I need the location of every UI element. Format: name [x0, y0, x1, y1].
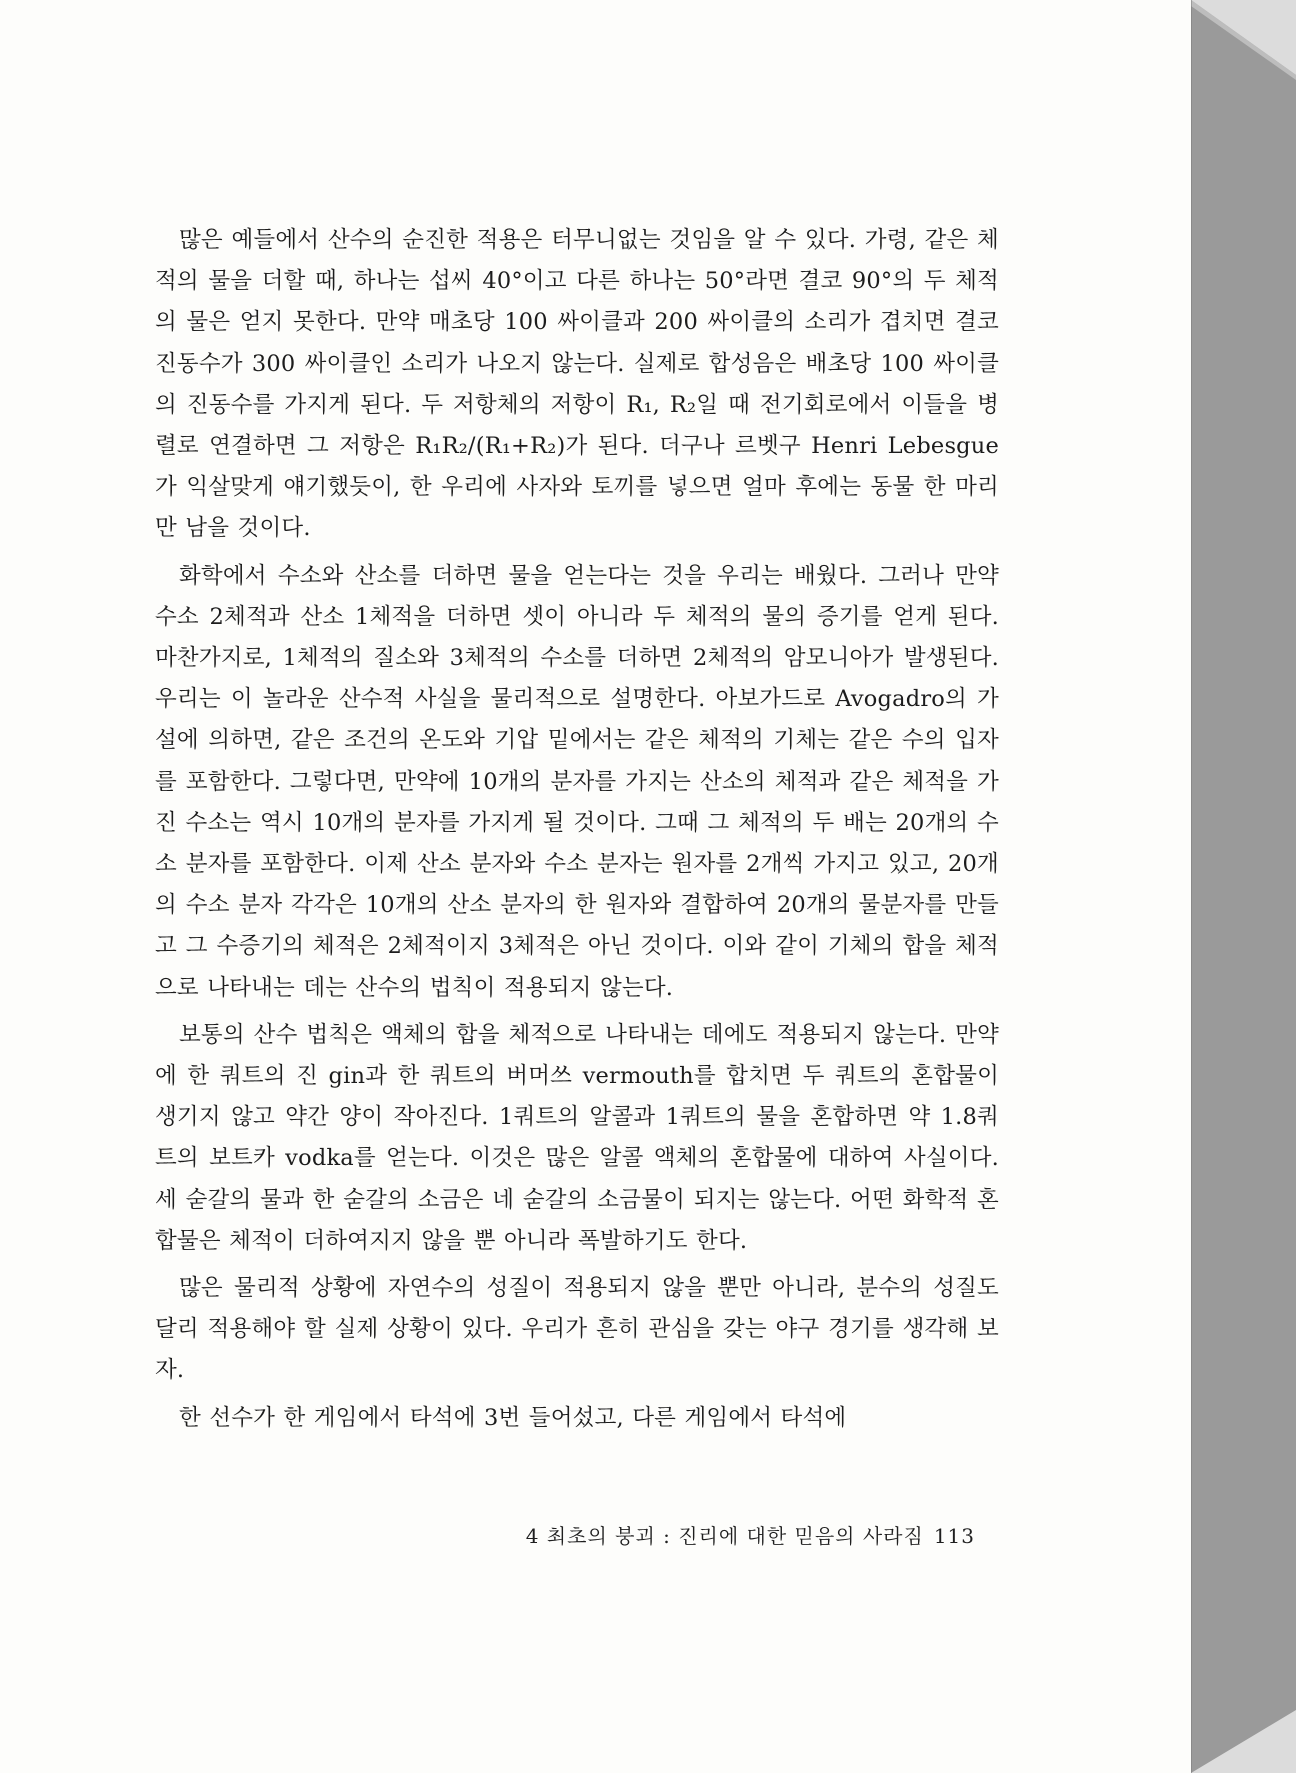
- page-stack-edge: [1191, 0, 1296, 1773]
- paragraph-3: 보통의 산수 법칙은 액체의 합을 체적으로 나타내는 데에도 적용되지 않는다. 만약에 한 쿼트의 진 gin과 한 쿼트의 버머쓰 vermouth를 합치면 두 쿼트의 혼합물이 생기지 않고 약간 양이 작아진다. 1쿼트의 알콜과 1쿼트의 물을 혼합하면 약 1.8쿼트의 보트카 vodka를 얻는다. 이것은 많은 알콜 액체의 혼합물에 대하여 사실이다. 세 숟갈의 물과 한 숟갈의 소금은 네 숟갈의 소금물이 되지는 않는다. 어떤 화학적 혼합물은 체적이 더하여지지 않을 뿐 아니라 폭발하기도 한다.: [155, 1021, 999, 1254]
- paragraph-5: 한 선수가 한 게임에서 타석에 3번 들어섰고, 다른 게임에서 타석에: [179, 1404, 847, 1431]
- paragraph-1: 많은 예들에서 산수의 순진한 적용은 터무니없는 것임을 알 수 있다. 가령, 같은 체적의 물을 더할 때, 하나는 섭씨 40°이고 다른 하나는 50°라면 결코 90°의 두 체적의 물은 얻지 못한다. 만약 매초당 100 싸이클과 200 싸이클의 소리가 겹치면 결코 진동수가 300 싸이클인 소리가 나오지 않는다. 실제로 합성음은 배초당 100 싸이클의 진동수를 가지게 된다. 두 저항체의 저항이 R₁, R₂일 때 전기회로에서 이들을 병렬로 연결하면 그 저항은 R₁R₂/(R₁+R₂)가 된다. 더구나 르벳구 Henri Lebesgue가 익살맞게 얘기했듯이, 한 우리에 사자와 토끼를 넣으면 얼마 후에는 동물 한 마리만 남을 것이다.: [155, 227, 999, 542]
- body-text: [155, 220, 999, 1445]
- page-stack-shape: [1191, 0, 1296, 1773]
- page-footer: [455, 1520, 975, 1549]
- running-title: 4 최초의 붕괴 : 진리에 대한 믿음의 사라짐: [525, 1524, 924, 1548]
- paragraph-4: 많은 물리적 상황에 자연수의 성질이 적용되지 않을 뿐만 아니라, 분수의 성질도 달리 적용해야 할 실제 상황이 있다. 우리가 흔히 관심을 갖는 야구 경기를 생각해 보자.: [155, 1275, 999, 1384]
- page-number: 113: [933, 1524, 975, 1548]
- paragraph-2: 화학에서 수소와 산소를 더하면 물을 얻는다는 것을 우리는 배웠다. 그러나 만약 수소 2체적과 산소 1체적을 더하면 셋이 아니라 두 체적의 물의 증기를 얻게 된다. 마찬가지로, 1체적의 질소와 3체적의 수소를 더하면 2체적의 암모니아가 발생된다. 우리는 이 놀라운 산수적 사실을 물리적으로 설명한다. 아보가드로 Avogadro의 가설에 의하면, 같은 조건의 온도와 기압 밑에서는 같은 체적의 기체는 같은 수의 입자를 포함한다. 그렇다면, 만약에 10개의 분자를 가지는 산소의 체적과 같은 체적을 가진 수소는 역시 10개의 분자를 가지게 될 것이다. 그때 그 체적의 두 배는 20개의 수소 분자를 포함한다. 이제 산소 분자와 수소 분자는 원자를 2개씩 가지고 있고, 20개의 수소 분자 각각은 10개의 산소 분자의 한 원자와 결합하여 20개의 물분자를 만들고 그 수증기의 체적은 2체적이지 3체적은 아닌 것이다. 이와 같이 기체의 합을 체적으로 나타내는 데는 산수의 법칙이 적용되지 않는다.: [155, 562, 999, 1001]
